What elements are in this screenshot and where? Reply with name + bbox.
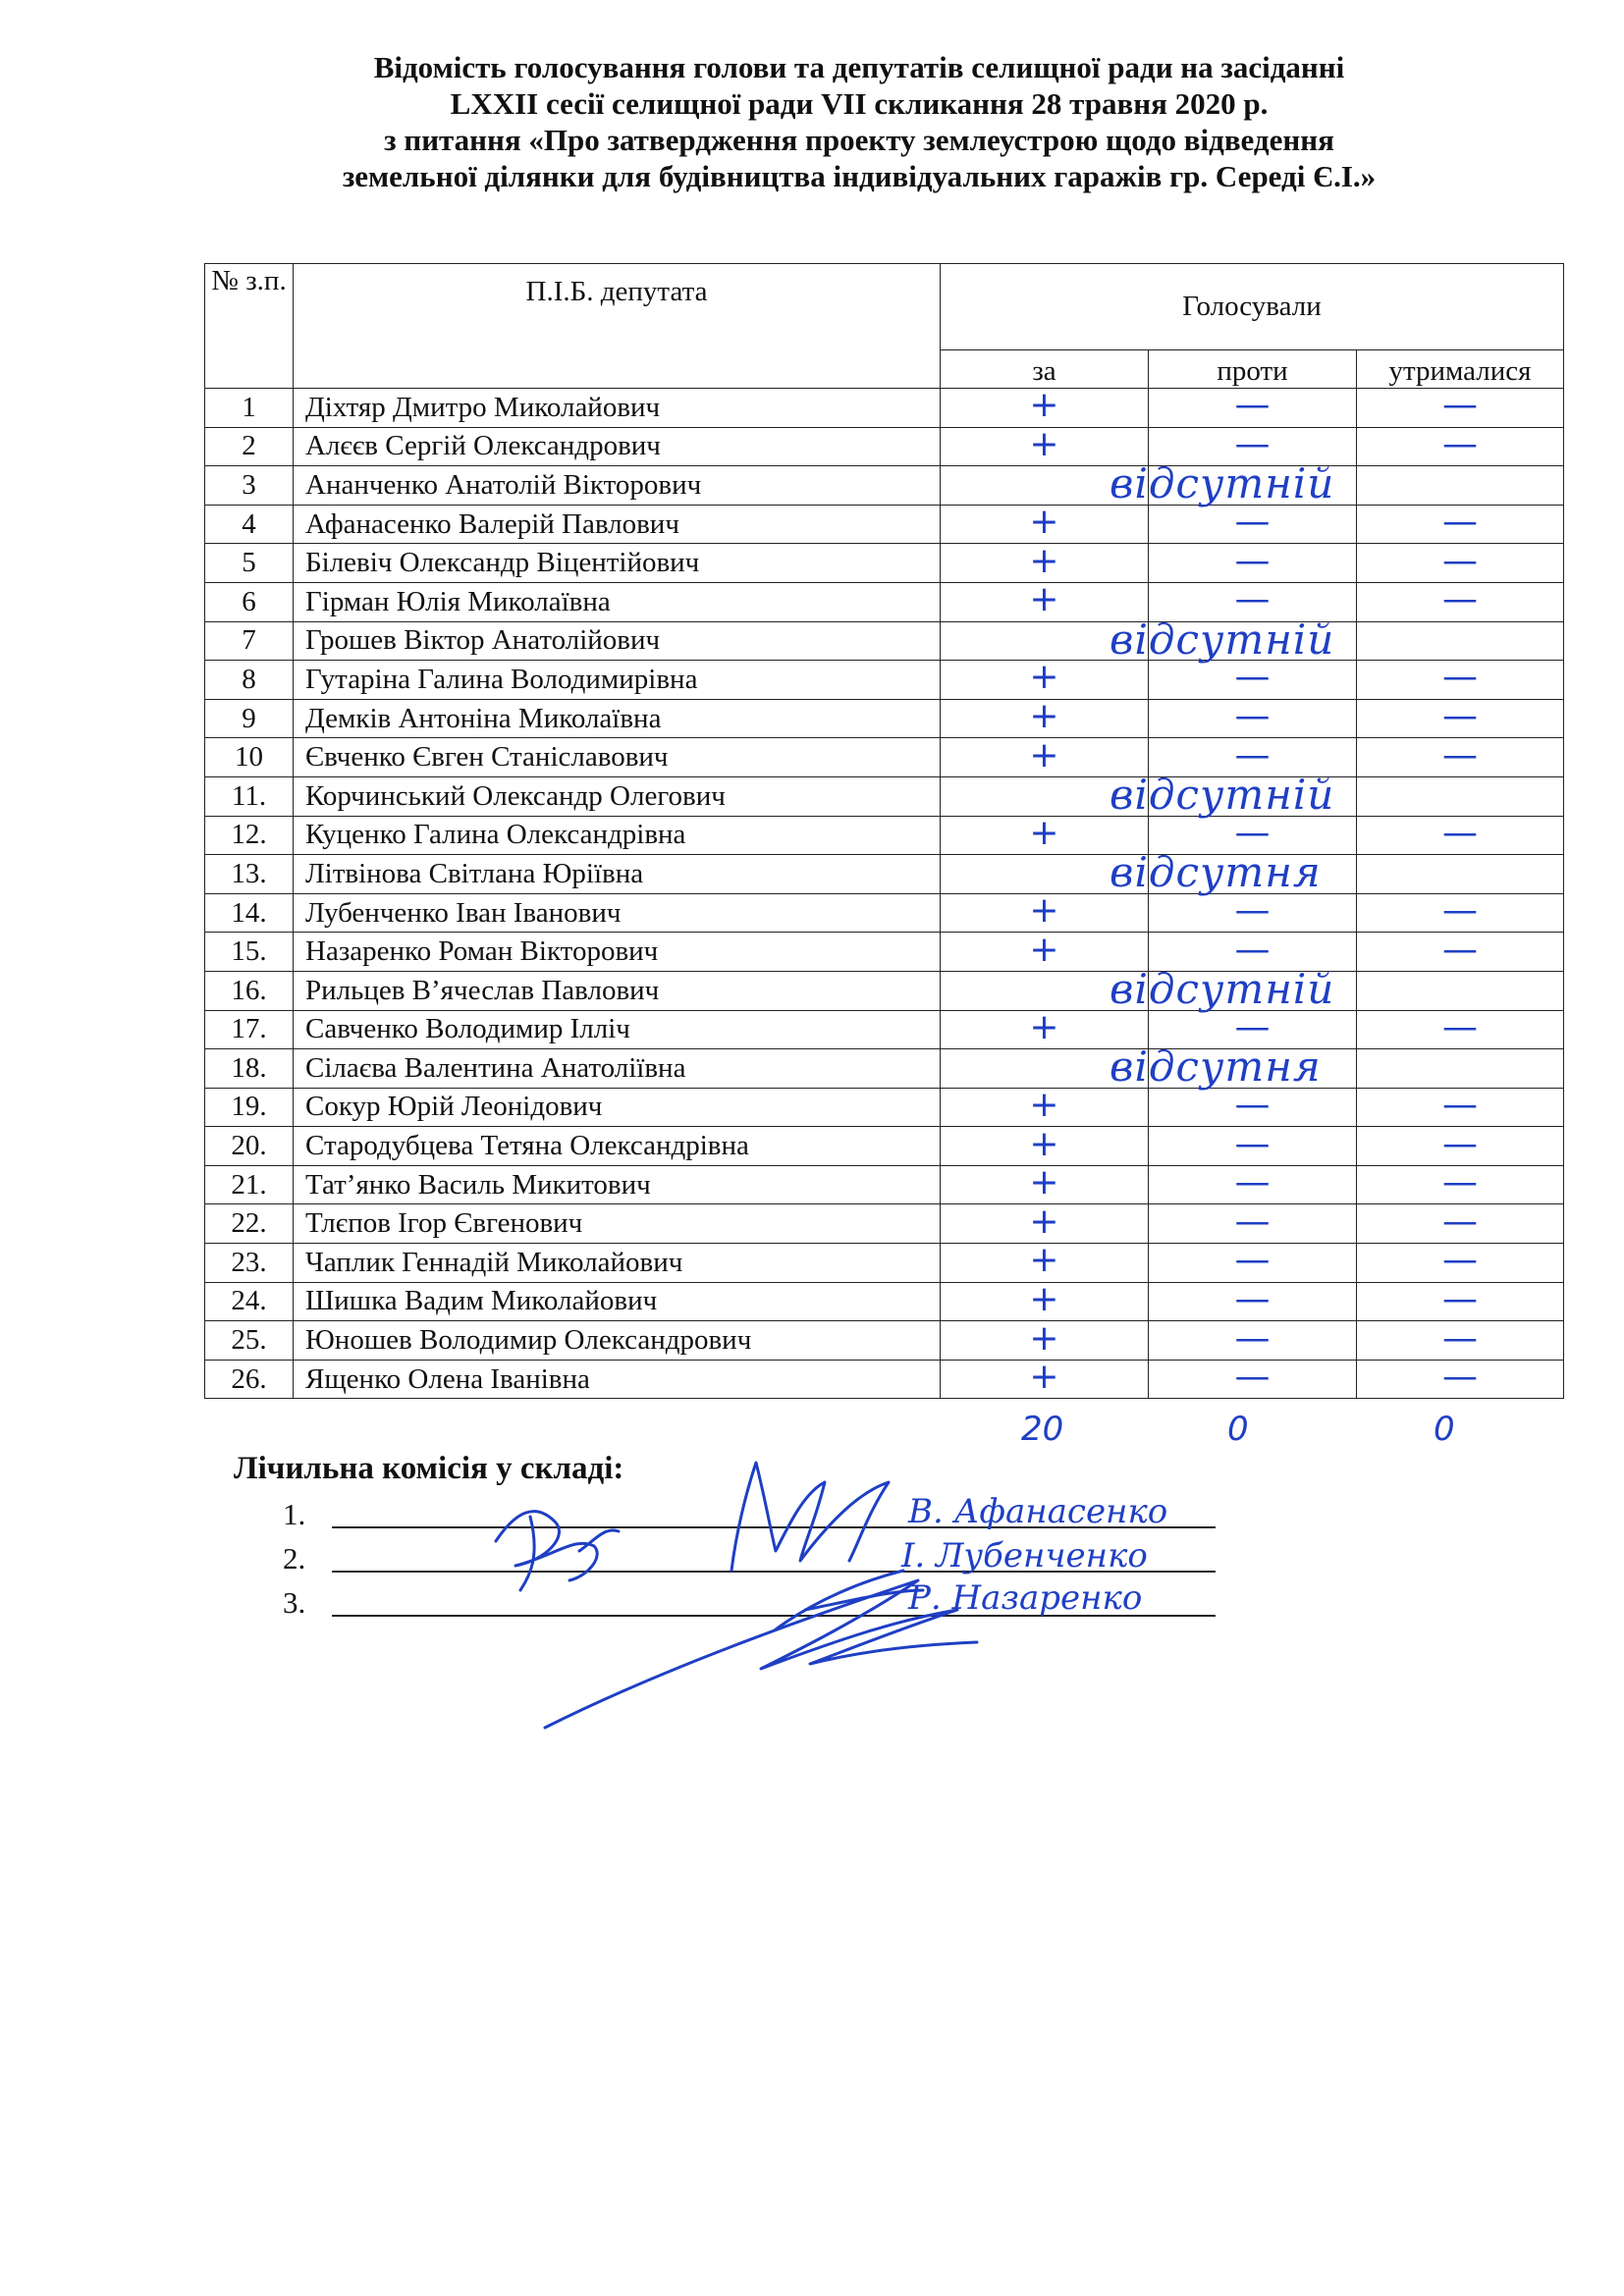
row-number: 17.: [205, 1010, 294, 1049]
vote-abstained-mark: —: [1442, 1165, 1478, 1203]
vote-against-mark: —: [1234, 1320, 1271, 1359]
vote-abstained-mark: —: [1442, 893, 1478, 932]
row-number: 12.: [205, 816, 294, 855]
absent-note: відсутній: [1110, 459, 1335, 508]
vote-against-mark: —: [1234, 1165, 1271, 1203]
title-line-1: Відомість голосування голови та депутатів селищної ради на засіданні: [373, 50, 1345, 84]
absent-note: відсутня: [1110, 848, 1322, 897]
absent-note: відсутній: [1110, 614, 1335, 664]
row-number: 16.: [205, 971, 294, 1010]
header-against: проти: [1149, 350, 1357, 389]
vote-abstained-mark: —: [1442, 1010, 1478, 1047]
deputy-name: Сілаєва Валентина Анатоліївна: [294, 1049, 941, 1089]
vote-for-mark: +: [1029, 1282, 1059, 1319]
vote-against-mark: —: [1234, 427, 1271, 464]
vote-abstained-mark: —: [1442, 1360, 1478, 1398]
commission-label: Лічильна комісія у складі:: [234, 1451, 624, 1486]
row-number: 10: [205, 738, 294, 777]
row-number: 14.: [205, 893, 294, 933]
deputy-name: Грошев Віктор Анатолійович: [294, 621, 941, 661]
row-number: 2: [205, 427, 294, 466]
deputy-name: Ананченко Анатолій Вікторович: [294, 466, 941, 506]
deputy-name: Шишка Вадим Миколайович: [294, 1282, 941, 1321]
vote-against-mark: —: [1234, 1203, 1271, 1242]
vote-against-mark: —: [1234, 737, 1271, 775]
deputy-name: Савченко Володимир Ілліч: [294, 1010, 941, 1049]
vote-against-mark: —: [1234, 582, 1271, 620]
commission-index-2: 2.: [283, 1541, 306, 1575]
header-number-label: № з.п.: [211, 265, 287, 296]
vote-for-mark: +: [1029, 543, 1059, 581]
vote-against-mark: —: [1234, 1126, 1271, 1164]
vote-for-mark: +: [1029, 699, 1059, 737]
deputy-name: Корчинський Олександр Олегович: [294, 776, 941, 816]
row-number: 7: [205, 621, 294, 661]
row-number: 6: [205, 582, 294, 621]
vote-for-mark: +: [1029, 737, 1059, 775]
vote-abstained-mark: —: [1442, 1320, 1478, 1359]
deputy-name: Ященко Олена Іванівна: [294, 1360, 941, 1399]
deputy-name: Євченко Євген Станіславович: [294, 738, 941, 777]
vote-for-mark: +: [1029, 1126, 1059, 1164]
vote-for-mark: +: [1029, 1165, 1059, 1203]
vote-abstained-mark: —: [1442, 543, 1478, 581]
deputy-name: Алєєв Сергій Олександрович: [294, 427, 941, 466]
vote-abstained-mark: —: [1442, 1243, 1478, 1281]
row-number: 26.: [205, 1360, 294, 1399]
vote-against-mark: —: [1234, 543, 1271, 581]
deputy-name: Білевіч Олександр Віцентійович: [294, 544, 941, 583]
vote-for-mark: +: [1029, 893, 1059, 932]
header-voted: Голосували: [941, 264, 1564, 350]
deputy-name: Куценко Галина Олександрівна: [294, 816, 941, 855]
vote-against-mark: —: [1234, 893, 1271, 932]
commission-member-3-name: Р. Назаренко: [908, 1578, 1143, 1618]
deputy-name: Юношев Володимир Олександрович: [294, 1321, 941, 1361]
absent-note: відсутній: [1110, 771, 1335, 819]
title-line-2: LXXII сесії селищної ради VII скликання 28 травня 2020 р.: [450, 86, 1269, 121]
vote-against-mark: —: [1234, 660, 1271, 698]
row-number: 1: [205, 389, 294, 428]
row-number: 8: [205, 661, 294, 700]
vote-abstained-mark: —: [1442, 660, 1478, 698]
vote-abstained-mark: —: [1442, 505, 1478, 543]
vote-abstained-mark: —: [1442, 699, 1478, 737]
row-number: 19.: [205, 1088, 294, 1127]
row-number: 20.: [205, 1127, 294, 1166]
total-abstained: 0: [1434, 1410, 1455, 1449]
vote-against-mark: —: [1234, 816, 1271, 853]
vote-abstained-mark: —: [1442, 388, 1478, 426]
row-number: 11.: [205, 776, 294, 816]
signature-3: [545, 1580, 977, 1728]
vote-against-mark: —: [1234, 505, 1271, 543]
vote-for-mark: +: [1029, 505, 1059, 543]
row-number: 4: [205, 505, 294, 544]
absent-note: відсутній: [1110, 965, 1335, 1013]
signature-2: [731, 1463, 889, 1571]
vote-for-mark: +: [1029, 1010, 1059, 1047]
vote-for-mark: +: [1029, 427, 1059, 464]
deputy-name: Гірман Юлія Миколаївна: [294, 582, 941, 621]
deputy-name: Чаплик Геннадій Миколайович: [294, 1244, 941, 1283]
row-number: 3: [205, 466, 294, 506]
deputy-name: Гутаріна Галина Володимирівна: [294, 661, 941, 700]
deputy-name: Тат’янко Василь Микитович: [294, 1165, 941, 1204]
header-name: П.І.Б. депутата: [294, 264, 941, 389]
row-number: 18.: [205, 1049, 294, 1089]
vote-against-mark: —: [1234, 1088, 1271, 1125]
deputy-name: Сокур Юрій Леонідович: [294, 1088, 941, 1127]
vote-abstained-mark: —: [1442, 1088, 1478, 1125]
commission-index-3: 3.: [283, 1585, 306, 1620]
row-number: 5: [205, 544, 294, 583]
deputy-name: Афанасенко Валерій Павлович: [294, 505, 941, 544]
vote-for-mark: +: [1029, 816, 1059, 853]
vote-abstained-mark: —: [1442, 1126, 1478, 1164]
vote-abstained-mark: —: [1442, 427, 1478, 464]
vote-against-mark: —: [1234, 1010, 1271, 1047]
row-number: 15.: [205, 933, 294, 972]
deputy-name: Тлєпов Ігор Євгенович: [294, 1204, 941, 1244]
signature-1: [496, 1512, 619, 1590]
vote-for-mark: +: [1029, 388, 1059, 426]
absent-note: відсутня: [1110, 1042, 1322, 1092]
row-number: 9: [205, 699, 294, 738]
deputy-name: Літвінова Світлана Юріївна: [294, 855, 941, 894]
vote-against-mark: —: [1234, 699, 1271, 737]
vote-for-mark: +: [1029, 1203, 1059, 1242]
vote-abstained-mark: —: [1442, 582, 1478, 620]
vote-against-mark: —: [1234, 1243, 1271, 1281]
vote-for-mark: +: [1029, 660, 1059, 698]
deputy-name: Рильцев В’ячеслав Павлович: [294, 971, 941, 1010]
title-line-4: земельної ділянки для будівництва індивідуальних гаражів гр. Середі Є.І.»: [342, 159, 1377, 193]
commission-member-1-name: В. Афанасенко: [908, 1492, 1168, 1531]
row-number: 22.: [205, 1204, 294, 1244]
vote-abstained-mark: —: [1442, 1203, 1478, 1242]
total-against: 0: [1227, 1410, 1249, 1449]
vote-for-mark: +: [1029, 1088, 1059, 1125]
vote-abstained-mark: —: [1442, 737, 1478, 775]
vote-for-mark: +: [1029, 932, 1059, 970]
vote-against-mark: —: [1234, 932, 1271, 970]
header-for: за: [941, 350, 1149, 389]
total-for: 20: [1021, 1410, 1064, 1449]
deputy-name: Діхтяр Дмитро Миколайович: [294, 389, 941, 428]
row-number: 23.: [205, 1244, 294, 1283]
vote-for-mark: +: [1029, 1320, 1059, 1359]
deputy-name: Назаренко Роман Вікторович: [294, 933, 941, 972]
vote-against-mark: —: [1234, 1360, 1271, 1398]
vote-abstained-mark: —: [1442, 932, 1478, 970]
row-number: 25.: [205, 1321, 294, 1361]
row-number: 24.: [205, 1282, 294, 1321]
vote-for-mark: +: [1029, 1243, 1059, 1281]
vote-for-mark: +: [1029, 1360, 1059, 1398]
title-line-3: з питання «Про затвердження проекту землеустрою щодо відведення: [384, 123, 1334, 157]
vote-against-mark: —: [1234, 388, 1271, 426]
commission-member-2-name: І. Лубенченко: [901, 1536, 1148, 1575]
vote-abstained-mark: —: [1442, 1282, 1478, 1319]
row-number: 21.: [205, 1165, 294, 1204]
deputy-name: Демків Антоніна Миколаївна: [294, 699, 941, 738]
vote-against-mark: —: [1234, 1282, 1271, 1319]
commission-index-1: 1.: [283, 1497, 306, 1531]
vote-abstained-mark: —: [1442, 816, 1478, 853]
deputy-name: Стародубцева Тетяна Олександрівна: [294, 1127, 941, 1166]
row-number: 13.: [205, 855, 294, 894]
deputy-name: Лубенченко Іван Іванович: [294, 893, 941, 933]
header-abstained: утрималися: [1357, 350, 1564, 389]
vote-for-mark: +: [1029, 582, 1059, 620]
